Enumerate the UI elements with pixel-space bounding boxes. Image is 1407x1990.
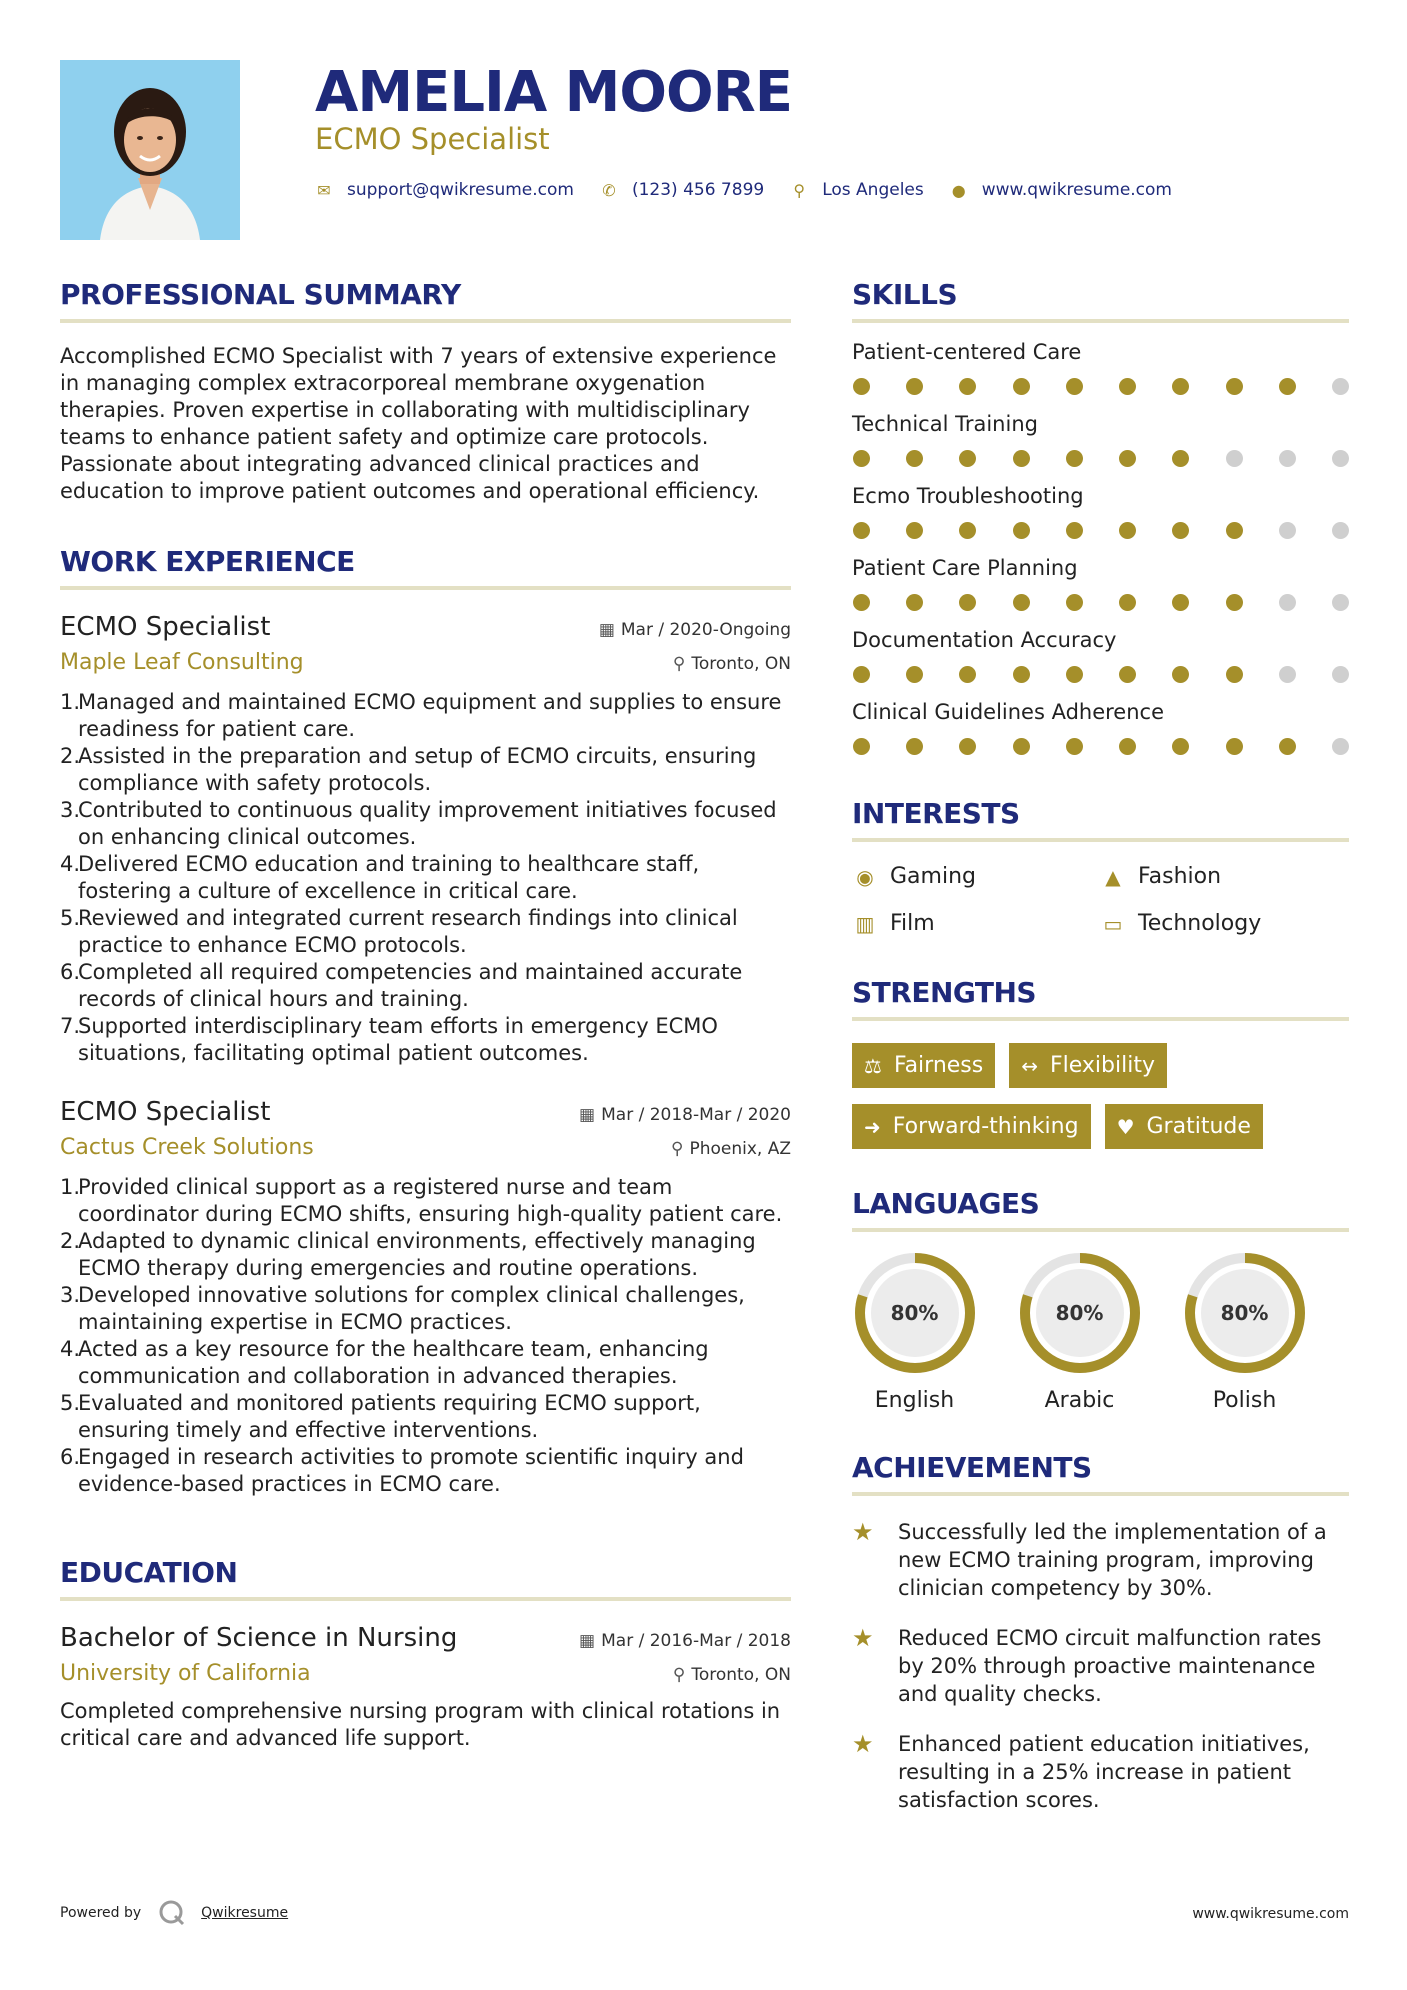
skill-name: Clinical Guidelines Adherence bbox=[852, 700, 1165, 724]
map-marker-icon: ⚲ bbox=[793, 180, 806, 200]
list-item: 5. Reviewed and integrated current research findings into clinical practice to enhance ECMO protocols. bbox=[60, 906, 738, 957]
powered-by-label: Powered by bbox=[60, 1905, 142, 1921]
job-date-text: Mar / 2018-Mar / 2020 bbox=[601, 1105, 791, 1125]
rating-dot-empty bbox=[1279, 594, 1296, 611]
skill-name: Ecmo Troubleshooting bbox=[852, 484, 1084, 508]
laptop-icon: ▭ bbox=[1103, 911, 1123, 936]
skill-item bbox=[852, 556, 1349, 611]
star-icon: ★ bbox=[852, 1518, 874, 1546]
rating-dot-filled bbox=[853, 522, 870, 539]
job-bullets bbox=[60, 689, 791, 1067]
rating-dot-filled bbox=[1226, 378, 1243, 395]
education-date bbox=[579, 1631, 791, 1651]
rating-dot-filled bbox=[1226, 522, 1243, 539]
strength-tag: ➜ Forward-thinking bbox=[852, 1104, 1091, 1149]
arrows-horizontal-icon: ↔ bbox=[1021, 1053, 1038, 1078]
strengths-heading: STRENGTHS bbox=[852, 976, 1349, 1021]
job-title: ECMO Specialist bbox=[60, 1097, 271, 1127]
skill-name: Technical Training bbox=[852, 412, 1038, 436]
rating-dot-filled bbox=[1119, 666, 1136, 683]
strength-tag: ♥ Gratitude bbox=[1105, 1104, 1263, 1149]
rating-dot-filled bbox=[906, 666, 923, 683]
skill-rating bbox=[852, 522, 1349, 539]
heart-icon: ♥ bbox=[1116, 1114, 1135, 1139]
achievements-list bbox=[852, 1518, 1349, 1814]
list-item: 2. Assisted in the preparation and setup of ECMO circuits, ensuring compliance with safety protocols. bbox=[60, 744, 757, 795]
rating-dot-filled bbox=[1119, 522, 1136, 539]
achievement-item: ★ Enhanced patient education initiatives, resulting in a 25% increase in patient satisfaction scores. bbox=[852, 1730, 1310, 1812]
rating-dot-filled bbox=[1119, 450, 1136, 467]
rating-dot-filled bbox=[1172, 522, 1189, 539]
rating-dot-filled bbox=[1013, 450, 1030, 467]
education-location-text: Toronto, ON bbox=[691, 1665, 791, 1685]
skill-item bbox=[852, 412, 1349, 467]
language-percent: 80% bbox=[890, 1301, 939, 1325]
list-item: 1. Provided clinical support as a registered nurse and team coordinator during ECMO shifts, ensuring high-quality patient care. bbox=[60, 1175, 783, 1226]
achievement-item: ★ Reduced ECMO circuit malfunction rates by 20% through proactive maintenance and quality checks. bbox=[852, 1624, 1322, 1706]
rating-dot-filled bbox=[1066, 738, 1083, 755]
rating-dot-filled bbox=[1013, 594, 1030, 611]
language-name: Arabic bbox=[1044, 1388, 1115, 1413]
profile-photo-illustration bbox=[60, 60, 240, 240]
rating-dot-filled bbox=[1066, 378, 1083, 395]
language-percent: 80% bbox=[1055, 1301, 1104, 1325]
interest-item: ▭ Technology bbox=[1100, 911, 1348, 936]
rating-dot-filled bbox=[1172, 450, 1189, 467]
rating-dot-empty bbox=[1332, 522, 1349, 539]
interests-heading: INTERESTS bbox=[852, 797, 1349, 842]
job-entry bbox=[60, 1097, 791, 1498]
language-item bbox=[852, 1252, 977, 1413]
list-item: 3. Contributed to continuous quality improvement initiatives focused on enhancing clinical outcomes. bbox=[60, 798, 777, 849]
pin-icon: ⚲ bbox=[671, 1139, 684, 1159]
language-ring bbox=[1184, 1252, 1306, 1374]
school-name: University of California bbox=[60, 1661, 311, 1686]
globe-icon: ● bbox=[951, 180, 966, 200]
rating-dot-filled bbox=[906, 450, 923, 467]
rating-dot-filled bbox=[906, 522, 923, 539]
skill-name: Patient Care Planning bbox=[852, 556, 1078, 580]
job-date-text: Mar / 2020-Ongoing bbox=[620, 620, 791, 640]
job-date bbox=[579, 1105, 791, 1125]
rating-dot-filled bbox=[959, 666, 976, 683]
list-item: 2. Adapted to dynamic clinical environments, effectively managing ECMO therapy during emergencies and routine operations. bbox=[60, 1229, 756, 1280]
skills-list bbox=[852, 340, 1349, 755]
balance-scale-icon: ⚖ bbox=[864, 1053, 882, 1078]
strength-tag: ⚖ Fairness bbox=[852, 1043, 995, 1088]
language-percent: 80% bbox=[1220, 1301, 1269, 1325]
qwikresume-logo-icon bbox=[157, 1898, 187, 1928]
contact-location bbox=[790, 180, 924, 200]
company-name: Cactus Creek Solutions bbox=[60, 1135, 314, 1160]
skill-rating bbox=[852, 594, 1349, 611]
skill-rating bbox=[852, 378, 1349, 395]
website-text[interactable]: www.qwikresume.com bbox=[981, 180, 1172, 200]
calendar-icon: ▦ bbox=[579, 1105, 596, 1125]
skill-name: Patient-centered Care bbox=[852, 340, 1082, 364]
contact-email[interactable] bbox=[315, 180, 574, 200]
rating-dot-filled bbox=[853, 378, 870, 395]
rating-dot-filled bbox=[853, 666, 870, 683]
skill-name: Documentation Accuracy bbox=[852, 628, 1117, 652]
skill-item bbox=[852, 340, 1349, 395]
rating-dot-filled bbox=[1279, 378, 1296, 395]
rating-dot-empty bbox=[1279, 666, 1296, 683]
job-bullets bbox=[60, 1174, 791, 1498]
phone-text[interactable]: (123) 456 7899 bbox=[631, 180, 765, 200]
rating-dot-filled bbox=[1279, 738, 1296, 755]
profile-photo bbox=[60, 60, 240, 240]
email-text[interactable]: support@qwikresume.com bbox=[347, 180, 574, 200]
rating-dot-filled bbox=[853, 594, 870, 611]
skills-heading: SKILLS bbox=[852, 278, 1349, 323]
language-name: Polish bbox=[1212, 1388, 1277, 1413]
list-item: 7. Supported interdisciplinary team efforts in emergency ECMO situations, facilitating optimal patient outcomes. bbox=[60, 1014, 718, 1065]
job-location bbox=[673, 654, 791, 674]
pin-icon: ⚲ bbox=[672, 654, 686, 674]
interests-list bbox=[852, 864, 1349, 936]
rating-dot-filled bbox=[959, 378, 976, 395]
rating-dot-filled bbox=[1013, 378, 1030, 395]
arrow-right-icon: ➜ bbox=[864, 1114, 881, 1139]
contact-website[interactable] bbox=[950, 180, 1172, 200]
location-text: Los Angeles bbox=[822, 180, 924, 200]
rating-dot-filled bbox=[959, 450, 976, 467]
education-description: Completed comprehensive nursing program with clinical rotations in critical care and advanced life support. bbox=[60, 1699, 781, 1750]
job-title: ECMO Specialist bbox=[60, 612, 271, 642]
list-item: 3. Developed innovative solutions for complex clinical challenges, maintaining expertise in ECMO practices. bbox=[60, 1283, 745, 1334]
right-column bbox=[852, 278, 1349, 1814]
skill-item bbox=[852, 628, 1349, 683]
language-item bbox=[1182, 1252, 1307, 1413]
education-date-text: Mar / 2016-Mar / 2018 bbox=[601, 1631, 791, 1651]
education-location bbox=[673, 1665, 791, 1685]
rating-dot-filled bbox=[853, 738, 870, 755]
language-name: English bbox=[874, 1388, 955, 1413]
rating-dot-filled bbox=[1119, 594, 1136, 611]
rating-dot-filled bbox=[1226, 738, 1243, 755]
rating-dot-filled bbox=[1119, 378, 1136, 395]
rating-dot-filled bbox=[1172, 594, 1189, 611]
rating-dot-filled bbox=[1066, 594, 1083, 611]
skill-rating bbox=[852, 666, 1349, 683]
education-heading: EDUCATION bbox=[60, 1556, 791, 1601]
rating-dot-empty bbox=[1332, 666, 1349, 683]
skill-item bbox=[852, 700, 1349, 755]
rating-dot-filled bbox=[1066, 666, 1083, 683]
star-icon: ★ bbox=[852, 1730, 874, 1758]
rating-dot-filled bbox=[959, 594, 976, 611]
rating-dot-filled bbox=[906, 738, 923, 755]
calendar-icon: ▦ bbox=[579, 1631, 596, 1651]
summary-heading: PROFESSIONAL SUMMARY bbox=[60, 278, 791, 323]
job-location bbox=[671, 1139, 791, 1159]
achievements-heading: ACHIEVEMENTS bbox=[852, 1451, 1349, 1496]
strength-tag: ↔ Flexibility bbox=[1009, 1043, 1167, 1088]
phone-icon: ✆ bbox=[602, 180, 616, 200]
rating-dot-filled bbox=[1066, 522, 1083, 539]
languages-list bbox=[852, 1252, 1349, 1413]
rating-dot-empty bbox=[1279, 450, 1296, 467]
rating-dot-filled bbox=[906, 378, 923, 395]
list-item: 1. Managed and maintained ECMO equipment and supplies to ensure readiness for patient care. bbox=[60, 690, 782, 741]
skill-item bbox=[852, 484, 1349, 539]
contact-bar bbox=[315, 180, 1198, 200]
language-ring bbox=[854, 1252, 976, 1374]
strengths-list bbox=[852, 1043, 1349, 1149]
gamepad-icon: ◉ bbox=[856, 864, 874, 889]
calendar-icon: ▦ bbox=[598, 620, 615, 640]
job-location-text: Toronto, ON bbox=[691, 654, 791, 674]
film-icon: ▥ bbox=[855, 911, 875, 936]
contact-phone[interactable] bbox=[600, 180, 764, 200]
rating-dot-filled bbox=[1172, 378, 1189, 395]
experience-heading: WORK EXPERIENCE bbox=[60, 545, 791, 590]
rating-dot-empty bbox=[1332, 738, 1349, 755]
rating-dot-filled bbox=[1013, 522, 1030, 539]
rating-dot-filled bbox=[1226, 666, 1243, 683]
rating-dot-empty bbox=[1332, 450, 1349, 467]
envelope-icon: ✉ bbox=[317, 180, 331, 200]
job-date bbox=[599, 620, 791, 640]
company-name: Maple Leaf Consulting bbox=[60, 650, 304, 675]
rating-dot-filled bbox=[1119, 738, 1136, 755]
education-entry bbox=[60, 1623, 791, 1752]
rating-dot-filled bbox=[1013, 738, 1030, 755]
degree-title: Bachelor of Science in Nursing bbox=[60, 1623, 458, 1653]
candidate-name: AMELIA MOORE bbox=[315, 60, 792, 125]
rating-dot-empty bbox=[1279, 522, 1296, 539]
rating-dot-filled bbox=[1172, 666, 1189, 683]
achievement-item: ★ Successfully led the implementation of a new ECMO training program, improving clinician competency by 30%. bbox=[852, 1518, 1327, 1600]
star-icon: ★ bbox=[852, 1624, 874, 1652]
interest-item: ◉ Gaming bbox=[852, 864, 1100, 889]
shopping-bag-icon: ▲ bbox=[1105, 864, 1121, 889]
footer-powered-by bbox=[60, 1898, 288, 1928]
interest-item: ▥ Film bbox=[852, 911, 1100, 936]
interest-item: ▲ Fashion bbox=[1100, 864, 1348, 889]
rating-dot-filled bbox=[1066, 450, 1083, 467]
list-item: 6. Completed all required competencies and maintained accurate records of clinical hours and training. bbox=[60, 960, 743, 1011]
rating-dot-filled bbox=[1226, 594, 1243, 611]
job-location-text: Phoenix, AZ bbox=[689, 1139, 791, 1159]
rating-dot-empty bbox=[1332, 594, 1349, 611]
rating-dot-filled bbox=[853, 450, 870, 467]
rating-dot-filled bbox=[1172, 738, 1189, 755]
brand-link[interactable]: Qwikresume bbox=[201, 1905, 289, 1921]
skill-rating bbox=[852, 450, 1349, 467]
list-item: 6. Engaged in research activities to promote scientific inquiry and evidence-based practices in ECMO care. bbox=[60, 1445, 744, 1496]
pin-icon: ⚲ bbox=[672, 1665, 686, 1685]
language-item bbox=[1017, 1252, 1142, 1413]
rating-dot-filled bbox=[959, 738, 976, 755]
skill-rating bbox=[852, 738, 1349, 755]
rating-dot-empty bbox=[1332, 378, 1349, 395]
language-ring bbox=[1019, 1252, 1141, 1374]
list-item: 4. Delivered ECMO education and training to healthcare staff, fostering a culture of excellence in critical care. bbox=[60, 852, 700, 903]
languages-heading: LANGUAGES bbox=[852, 1187, 1349, 1232]
rating-dot-filled bbox=[906, 594, 923, 611]
rating-dot-filled bbox=[959, 522, 976, 539]
candidate-title: ECMO Specialist bbox=[315, 122, 550, 156]
summary-text: Accomplished ECMO Specialist with 7 years of extensive experience in managing complex extracorporeal membrane oxygenation therapies. Proven expertise in collaborating with multidisciplinary teams to enhance patient safety and optimize care protocols. Passionate about integrating advanced clinical practices and education to improve patient outcomes and operational efficiency. bbox=[60, 344, 777, 503]
rating-dot-empty bbox=[1226, 450, 1243, 467]
rating-dot-filled bbox=[1013, 666, 1030, 683]
list-item: 5. Evaluated and monitored patients requiring ECMO support, ensuring timely and effective interventions. bbox=[60, 1391, 701, 1442]
job-entry bbox=[60, 612, 791, 1067]
footer-url[interactable]: www.qwikresume.com bbox=[1192, 1906, 1349, 1922]
left-column bbox=[60, 278, 791, 1752]
list-item: 4. Acted as a key resource for the healthcare team, enhancing communication and collaboration in advanced therapies. bbox=[60, 1337, 709, 1388]
